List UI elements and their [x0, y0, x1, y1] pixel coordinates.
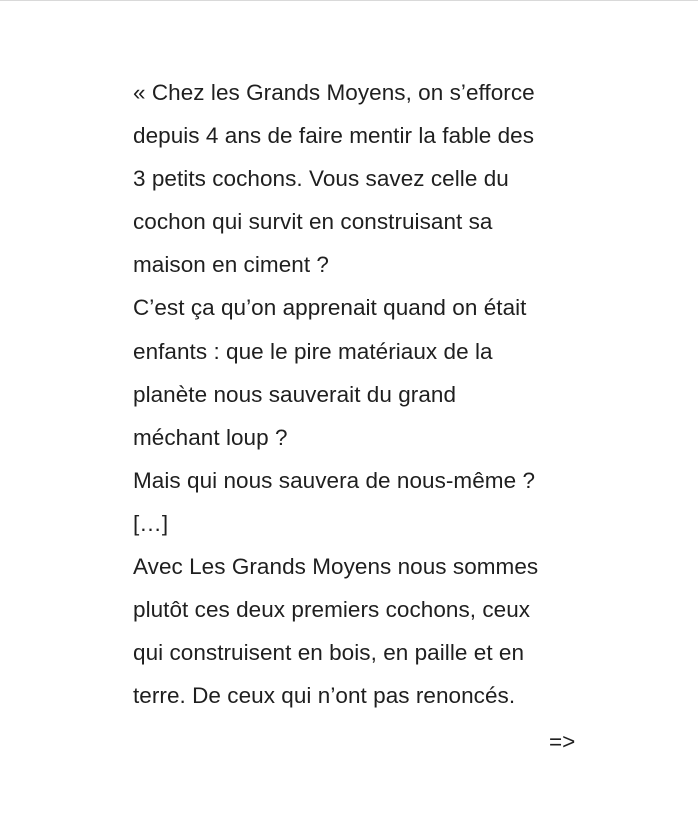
- text-line: depuis 4 ans de faire mentir la fable des: [133, 123, 535, 149]
- continue-arrow: =>: [549, 729, 576, 754]
- text-line: Avec Les Grands Moyens nous sommes: [133, 554, 539, 580]
- text-line: Mais qui nous sauvera de nous-même ?: [133, 467, 536, 493]
- text-line: terre. De ceux qui n’ont pas renoncés.: [133, 683, 516, 709]
- text-line: méchant loup ?: [133, 424, 288, 450]
- text-line: C’est ça qu’on apprenait quand on était: [133, 295, 527, 321]
- text-line: enfants : que le pire matériaux de la: [133, 338, 493, 364]
- text-line: « Chez les Grands Moyens, on s’efforce: [133, 80, 535, 105]
- text-line: 3 petits cochons. Vous savez celle du: [133, 166, 509, 192]
- quote-text: [133, 71, 593, 717]
- text-line: plutôt ces deux premiers cochons, ceux: [133, 597, 531, 623]
- text-line: maison en ciment ?: [133, 252, 329, 278]
- text-line: qui construisent en bois, en paille et en: [133, 640, 525, 666]
- text-line: planète nous sauverait du grand: [133, 381, 457, 407]
- text-line: cochon qui survit en construisant sa: [133, 209, 493, 235]
- text-line: […]: [133, 510, 169, 536]
